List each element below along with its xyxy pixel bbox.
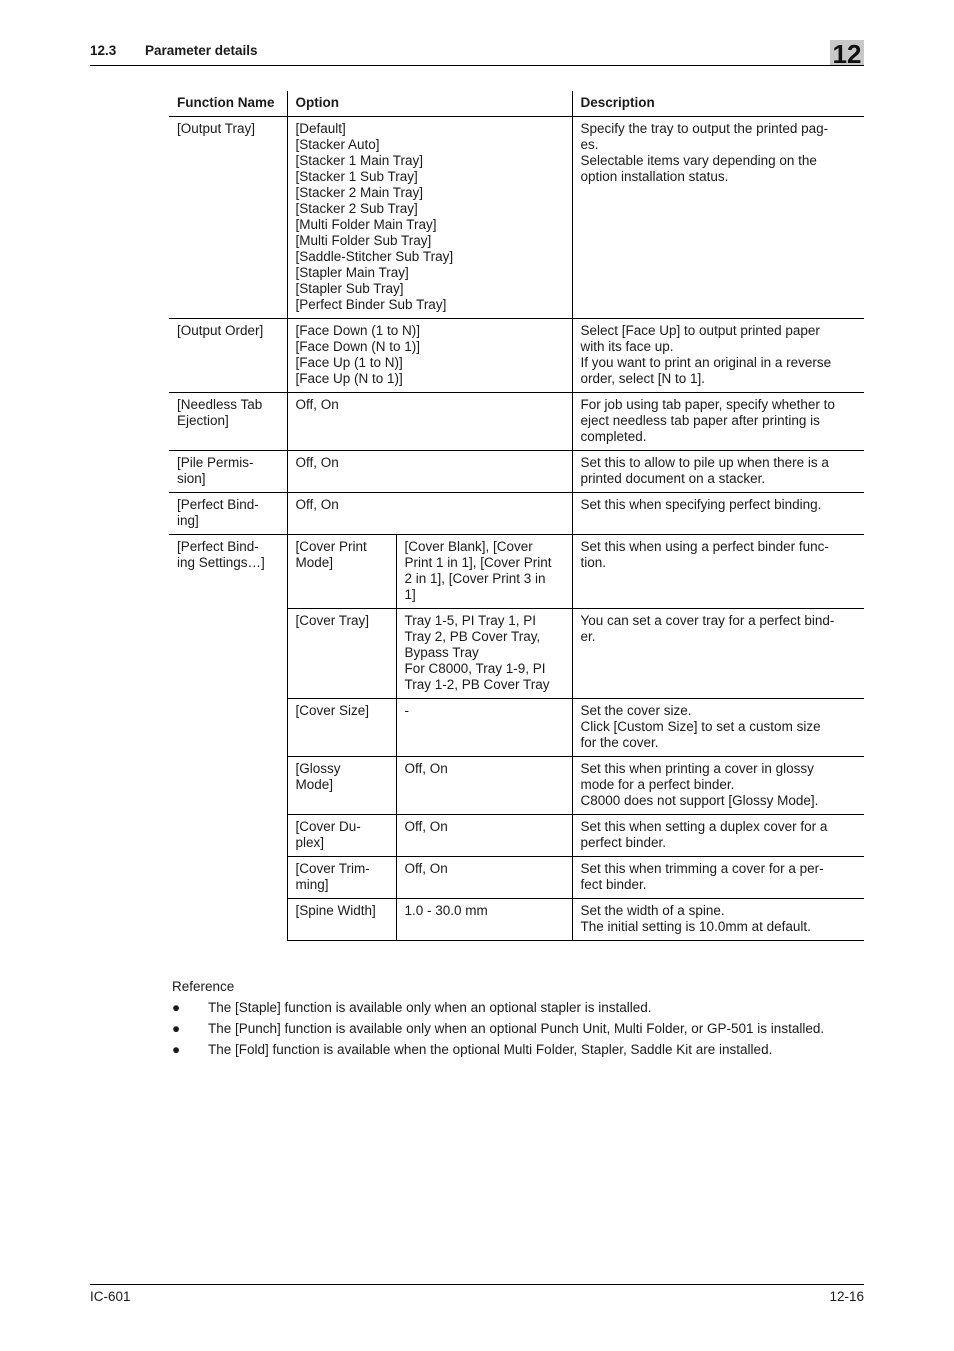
description-cell: Set the cover size. Click [Custom Size] to set a custom size for the cover. <box>572 699 864 757</box>
description-cell: Set this when using a perfect binder func- tion. <box>572 535 864 609</box>
function-name-cell: [Pile Permis- sion] <box>169 451 287 493</box>
table-row <box>169 319 864 393</box>
header-option: Option <box>287 91 572 117</box>
table-row <box>169 535 864 609</box>
parameter-table <box>169 91 864 941</box>
header-function-name: Function Name <box>169 91 287 117</box>
table-row <box>169 493 864 535</box>
section-title: Parameter details <box>145 43 258 58</box>
section-number: 12.3 <box>90 43 117 58</box>
sub-option-name-cell: [Cover Tray] <box>287 609 396 699</box>
page-footer <box>90 1284 864 1304</box>
chapter-badge: 12 <box>830 40 864 65</box>
option-cell: [Default] [Stacker Auto] [Stacker 1 Main Tray] [Stacker 1 Sub Tray] [Stacker 2 Main Tray] [Stacker 2 Sub Tray] [Multi Folder Main Tray] [Multi Folder Sub Tray] [Saddle-Stitcher Sub Tray] [Stapler Main Tray] [Stapler Sub Tray] [Perfect Binder Sub Tray] <box>287 117 572 319</box>
sub-option-name-cell: [Cover Size] <box>287 699 396 757</box>
function-name-cell: [Perfect Bind- ing Settings…] <box>177 539 265 570</box>
page-number: 12-16 <box>829 1289 864 1304</box>
table-row <box>169 393 864 451</box>
function-name-cell: [Output Order] <box>169 319 287 393</box>
sub-option-name-cell: [Cover Du- plex] <box>287 815 396 857</box>
description-cell: Set this when setting a duplex cover for a perfect binder. <box>572 815 864 857</box>
sub-option-value-cell: - <box>396 699 572 757</box>
description-cell: You can set a cover tray for a perfect bind- er. <box>572 609 864 699</box>
description-cell: Select [Face Up] to output printed paper with its face up. If you want to print an original in a reverse order, select [N to 1]. <box>572 319 864 393</box>
bullet-icon: ● <box>172 1021 181 1036</box>
sub-option-name-cell: [Spine Width] <box>287 899 396 941</box>
description-cell: Set this when specifying perfect binding. <box>572 493 864 535</box>
description-cell: Specify the tray to output the printed pag- es. Selectable items vary depending on the option installation status. <box>572 117 864 319</box>
sub-option-value-cell: [Cover Blank], [Cover Print 1 in 1], [Cover Print 2 in 1], [Cover Print 3 in 1] <box>396 535 572 609</box>
sub-option-name-cell: [Cover Print Mode] <box>287 535 396 609</box>
list-item <box>172 1000 824 1016</box>
reference-label: Reference <box>172 979 235 994</box>
description-cell: Set this when trimming a cover for a per- fect binder. <box>572 857 864 899</box>
list-item <box>172 1042 824 1058</box>
reference-text: The [Fold] function is available when the optional Multi Folder, Stapler, Saddle Kit are installed. <box>208 1042 773 1057</box>
table-row <box>169 451 864 493</box>
sub-option-value-cell: Tray 1-5, PI Tray 1, PI Tray 2, PB Cover Tray, Bypass Tray For C8000, Tray 1-9, PI Tray 1-2, PB Cover Tray <box>396 609 572 699</box>
description-cell: Set this when printing a cover in glossy mode for a perfect binder. C8000 does not support [Glossy Mode]. <box>572 757 864 815</box>
function-name-cell: [Needless Tab Ejection] <box>169 393 287 451</box>
sub-option-value-cell: 1.0 - 30.0 mm <box>396 899 572 941</box>
page-header <box>90 39 864 69</box>
document-id: IC-601 <box>90 1289 131 1304</box>
reference-text: The [Punch] function is available only when an optional Punch Unit, Multi Folder, or GP-501 is installed. <box>208 1021 825 1036</box>
sub-option-value-cell: Off, On <box>396 757 572 815</box>
option-cell: Off, On <box>287 451 572 493</box>
sub-option-value-cell: Off, On <box>396 857 572 899</box>
function-name-cell: [Output Tray] <box>169 117 287 319</box>
option-cell: [Face Down (1 to N)] [Face Down (N to 1)] [Face Up (1 to N)] [Face Up (N to 1)] <box>287 319 572 393</box>
option-cell: Off, On <box>287 493 572 535</box>
reference-section <box>172 979 824 1063</box>
sub-option-name-cell: [Glossy Mode] <box>287 757 396 815</box>
reference-text: The [Staple] function is available only when an optional stapler is installed. <box>208 1000 652 1015</box>
list-item <box>172 1021 824 1037</box>
table-row <box>169 117 864 319</box>
option-cell: Off, On <box>287 393 572 451</box>
function-name-cell: [Perfect Bind- ing] <box>169 493 287 535</box>
description-cell: Set the width of a spine. The initial setting is 10.0mm at default. <box>572 899 864 941</box>
table-header-row <box>169 91 864 117</box>
description-cell: For job using tab paper, specify whether to eject needless tab paper after printing is completed. <box>572 393 864 451</box>
sub-option-name-cell: [Cover Trim- ming] <box>287 857 396 899</box>
description-cell: Set this to allow to pile up when there is a printed document on a stacker. <box>572 451 864 493</box>
sub-option-value-cell: Off, On <box>396 815 572 857</box>
header-description: Description <box>572 91 864 117</box>
bullet-icon: ● <box>172 1042 181 1057</box>
bullet-icon: ● <box>172 1000 181 1015</box>
